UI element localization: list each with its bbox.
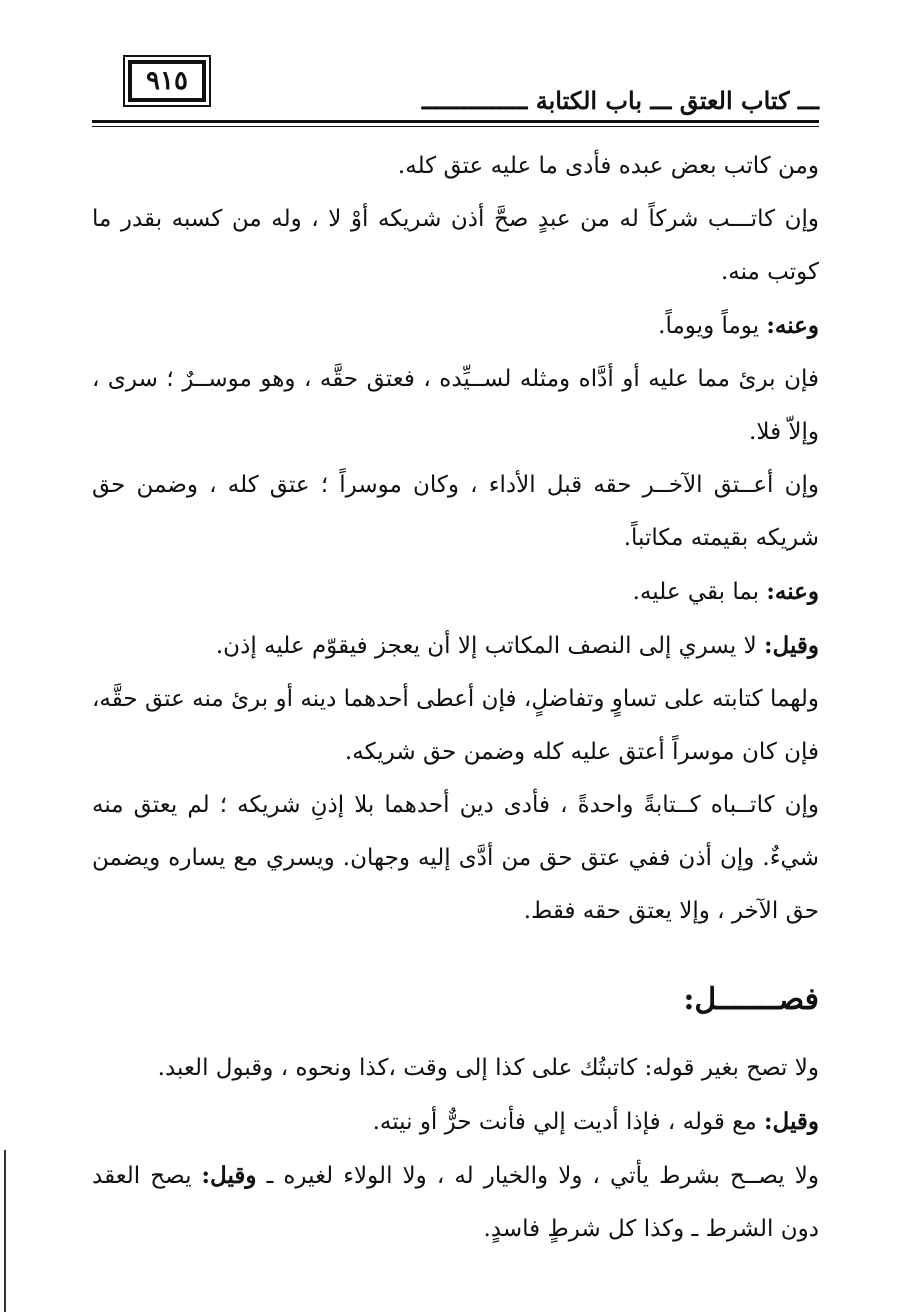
body-text [92, 140, 819, 938]
paragraph: وإن كاتـــب شركاً له من عبدٍ صحَّ أذن شريكه أوْ لا ، وله من كسبه بقدر ما كوتب منه. [92, 206, 819, 285]
lead-word: وقيل: [764, 1108, 819, 1135]
lead-word: وقيل: [201, 1162, 257, 1189]
header-rule-thin [92, 126, 819, 127]
lead-word: وقيل: [764, 632, 819, 659]
paragraph: فإن برئ مما عليه أو أدَّاه ومثله لســيِّده ، فعتق حقَّه ، وهو موســرٌ ؛ سرى ، وإلاّ فلا. [92, 366, 819, 445]
paragraph: وعنه: بما بقي عليه. [632, 578, 819, 605]
paragraph: ولا يصــح بشرط يأتي ، ولا والخيار له ، ولا الولاء لغيره ـ وقيل: يصح العقد دون الشرط ـ وكذا كل شرطٍ فاسدٍ. [92, 1162, 819, 1242]
lead-word: وعنه: [766, 312, 819, 339]
paragraph: ومن كاتب بعض عبده فأدى ما عليه عتق كله. [397, 153, 819, 179]
running-header: ـــ كتاب العتق ـــ باب الكتابة ـــــــــــــــ [421, 86, 819, 115]
scan-edge-line [4, 1150, 6, 1312]
paragraph: وقيل: مع قوله ، فإذا أديت إلي فأنت حرٌّ أو نيته. [372, 1108, 819, 1135]
page-number-box [128, 60, 206, 102]
section-body-text [92, 1042, 819, 1256]
header-rule [92, 120, 819, 123]
paragraph: وقيل: لا يسري إلى النصف المكاتب إلا أن يعجز فيقوّم عليه إذن. [215, 632, 819, 659]
paragraph: وإن أعــتق الآخــر حقه قبل الأداء ، وكان موسراً ؛ عتق كله ، وضمن حق شريكه بقيمته مكاتباً. [92, 472, 819, 551]
page-number: ٩١٥ [146, 66, 188, 96]
paragraph: ولا تصح بغير قوله: كاتبتُك على كذا إلى وقت ،كذا ونحوه ، وقبول العبد. [157, 1055, 819, 1081]
lead-word: وعنه: [766, 578, 819, 605]
paragraph: ولهما كتابته على تساوٍ وتفاضلٍ، فإن أعطى أحدهما دينه أو برئ منه عتق حقَّه، فإن كان موسراً أعتق عليه كله وضمن حق شريكه. [92, 686, 819, 765]
section-heading: فصـــــــل: [683, 982, 819, 1017]
paragraph: وعنه: يوماً ويوماً. [658, 312, 819, 339]
paragraph: وإن كاتــباه كــتابةً واحدةً ، فأدى دين أحدهما بلا إذنِ شريكه ؛ لم يعتق منه شيءٌ. وإن أذن ففي عتق حق من أدَّى إليه وجهان. ويسري مع يساره ويضمن حق الآخر ، وإلا يعتق حقه فقط. [92, 792, 819, 924]
